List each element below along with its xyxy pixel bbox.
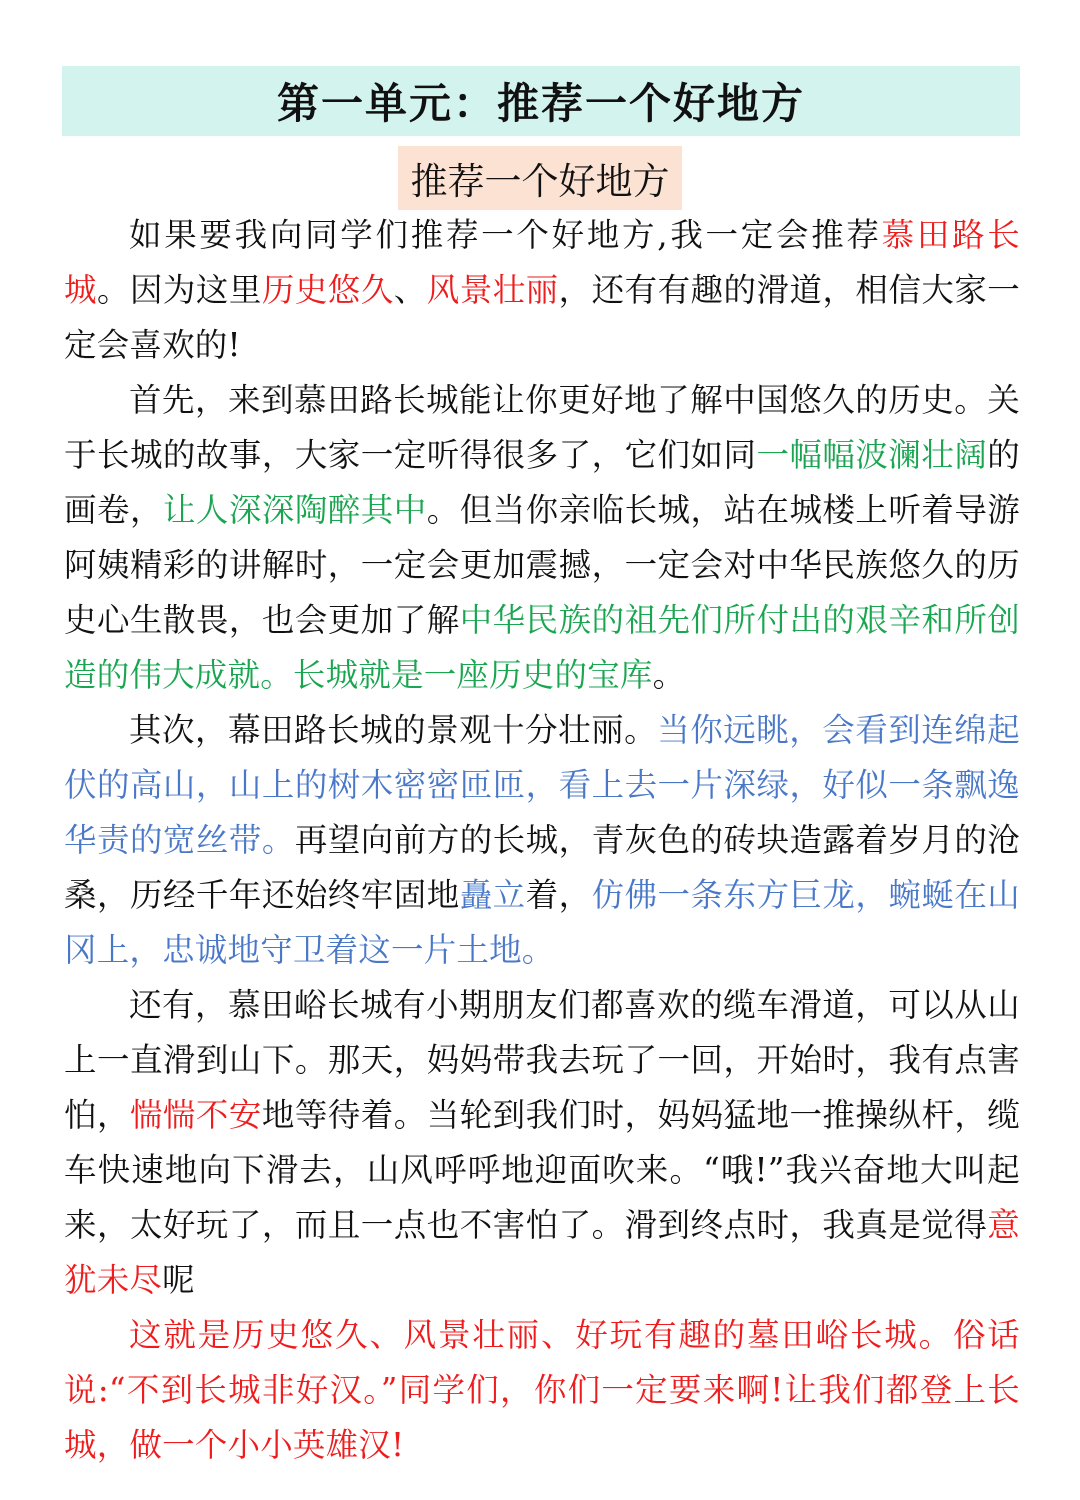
paragraph-5 — [64, 1308, 1020, 1473]
essay-title-banner — [398, 146, 682, 210]
highlight-segment: 慕田路长城 — [64, 216, 1020, 309]
text-segment: 着， — [525, 876, 592, 914]
highlight-segment: 这就是历史悠久、风景壮丽、好玩有趣的墓田峪长城。俗话说:“不到长城非好汉。”同学们，你们一定要来啊!让我们都登上长城，做一个小小英雄汉! — [64, 1316, 1020, 1464]
highlight-segment: 意犹未尽 — [64, 1206, 1020, 1299]
text-segment: 、 — [393, 271, 427, 309]
text-segment: 呢 — [162, 1261, 195, 1299]
paragraph-1 — [64, 208, 1020, 373]
highlight-segment: 中华民族的祖先们所付出的艰辛和所创造的伟大成就。长城就是一座历史的宝库 — [64, 601, 1020, 694]
paragraph-3 — [64, 703, 1020, 978]
text-segment: 。 — [652, 656, 686, 694]
text-segment: 如果要我向同学们推荐一个好地方,我一定会推荐 — [129, 216, 882, 254]
text-segment: 首先，来到慕田路长城能让你更好地了解中国悠久的历史。关于长城的故事，大家一定听得很多了，它们如同 — [64, 381, 1020, 474]
text-segment: 。但当你亲临长城，站在城楼上听着导游阿姨精彩的讲解时，一定会更加震撼，一定会对中华民族悠久的历史心生散畏，也会更加了解 — [64, 491, 1020, 639]
highlight-segment: 惴惴不安 — [129, 1096, 262, 1134]
highlight-segment: 让人深深陶醉其中 — [162, 491, 427, 529]
text-segment: ，还有有趣的滑道，相信大家一定会喜欢的! — [64, 271, 1021, 364]
text-segment: 还有，慕田峪长城有小期朋友们都喜欢的缆车滑道，可以从山上一直滑到山下。那天，妈妈带我去玩了一回，开始时，我有点害怕， — [64, 986, 1020, 1134]
paragraph-4 — [64, 978, 1020, 1308]
highlight-segment: 当你远眺，会看到连绵起伏的高山，山上的树木密密匝匝，看上去一片深绿，好似一条飘逸华责的宽丝带。 — [64, 711, 1021, 859]
essay-title: 推荐一个好地方 — [410, 160, 670, 203]
text-segment: 其次，幕田路长城的景观十分壮丽。 — [129, 711, 658, 749]
text-segment: 。因为这里 — [96, 271, 262, 309]
highlight-segment: 矗立 — [459, 876, 526, 914]
text-segment: 的画卷， — [64, 436, 1020, 529]
essay-body — [64, 208, 1020, 1473]
highlight-segment: 历史悠久 — [261, 271, 394, 309]
unit-title-banner — [62, 66, 1020, 136]
highlight-segment: 仿佛一条东方巨龙，蜿蜒在山冈上，忠诚地守卫着这一片土地。 — [64, 876, 1020, 969]
text-segment: 再望向前方的长城，青灰色的砖块造露着岁月的沧桑，历经千年还始终牢固地 — [64, 821, 1020, 914]
text-segment: 地等待着。当轮到我们时，妈妈猛地一推操纵杆，缆车快速地向下滑去，山风呼呼地迎面吹来。“哦!”我兴奋地大叫起来，太好玩了，而且一点也不害怕了。滑到终点时，我真是觉得 — [64, 1096, 1020, 1244]
highlight-segment: 风景壮丽 — [426, 271, 559, 309]
paragraph-2 — [64, 373, 1020, 703]
unit-title: 第一单元：推荐一个好地方 — [276, 79, 805, 128]
highlight-segment: 一幅幅波澜壮阔 — [756, 436, 988, 474]
